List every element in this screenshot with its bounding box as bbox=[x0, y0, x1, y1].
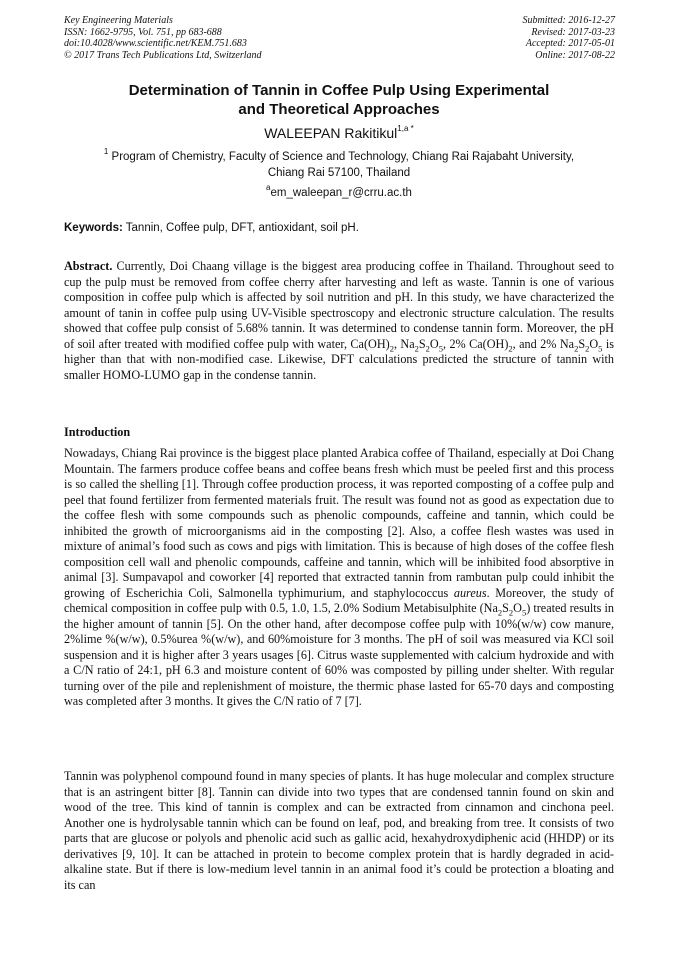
abstract-text: , 2% Ca(OH) bbox=[442, 336, 509, 351]
abstract-label: Abstract. bbox=[64, 259, 113, 273]
affiliation-superscript: 1 bbox=[103, 147, 109, 157]
submission-dates bbox=[523, 15, 616, 61]
intro-text: . Moreover, the study of chemical composition in coffee pulp with 0.5, 1.0, 1.5, 2.0% Sodium Metabisulphite (Na bbox=[64, 585, 614, 615]
abstract-text: is higher than that with non-modified case. Likewise, DFT calculations predicted the structure of tannin with smaller HOMO-LUMO gap in the condense tannin. bbox=[64, 336, 614, 382]
introduction-paragraph-1 bbox=[64, 446, 614, 710]
abstract-text: S bbox=[578, 336, 586, 351]
paper-title bbox=[64, 82, 614, 119]
title-line-1: Determination of Tannin in Coffee Pulp Using Experimental bbox=[128, 82, 550, 99]
subscript: 2 bbox=[425, 342, 430, 353]
abstract-text: , and 2% Na bbox=[512, 336, 575, 351]
keywords-label: Keywords: bbox=[64, 222, 123, 234]
affiliation-line-1: Program of Chemistry, Faculty of Science and Technology, Chiang Rai Rajabaht University, bbox=[108, 151, 575, 163]
intro-italic-text: aureus bbox=[453, 585, 487, 600]
journal-info bbox=[64, 15, 262, 61]
abstract-text: , Na bbox=[393, 336, 415, 351]
keywords-text: Tannin, Coffee pulp, DFT, antioxidant, soil pH. bbox=[122, 222, 359, 234]
email-superscript: a bbox=[266, 183, 271, 193]
affiliation bbox=[70, 147, 608, 181]
author bbox=[64, 124, 614, 142]
subscript: 2 bbox=[497, 607, 503, 618]
subscript: 2 bbox=[585, 342, 590, 353]
abstract-text: O bbox=[429, 336, 439, 351]
subscript: 5 bbox=[598, 342, 603, 353]
subscript: 5 bbox=[438, 342, 443, 353]
section-heading-introduction: Introduction bbox=[64, 425, 131, 439]
abstract-text: Currently, Doi Chaang village is the biggest area producing coffee in Thailand. Throughout seed to cup the pulp must be removed from coffee cherry after harvesting and left as waste. Tannin is one of various composition in coffee pulp which is affected by soil nutrition and pH. In this study, we have characterized the amount of tanin in coffee pulp using UV-Visible spectroscopy and electronic structure calculation. The results showed that coffee pulp consist of 5.68% tannin. It was determined to condense tannin form. Moreover, the pH of soil after treated with modified coffee pulp with water, Ca(OH) bbox=[64, 259, 614, 351]
intro-text: S bbox=[502, 601, 509, 615]
email-line bbox=[64, 183, 614, 200]
issn-line: ISSN: 1662-9795, Vol. 751, pp 683-688 bbox=[64, 26, 222, 38]
intro-text: Nowadays, Chiang Rai province is the biggest place planted Arabica coffee of Thailand, especially at Doi Chang Mountain. The farmers produce coffee beans and coffee beans fresh which must be peeled first and this process is so called the shelling [1]. Through coffee production process, it was reported composting of a coffee pulp and peel that found fertilizer from fermented materials fruit. The result was found not as good as expectation due to the coffee flesh with some compounds such as phenolic compounds, caffeine and tannin, which could be inhibited the growth of microorganisms aid in the composting [2]. Also, a coffee flesh wastes was used in mixture of animal’s food such as cows and pigs with limitation. This is because of high doses of the coffee flesh composition cell wall and phenolic compounds, caffeine and tannin, which will be inhibited food absorptive in animal [3]. Sumpavapol and coworker [4] reported that extracted tannin from rambutan pulp could inhibit the growing of Escherichia Coli, Salmonella typhimurium, and staphylococcus bbox=[64, 446, 614, 600]
abstract-text: O bbox=[589, 336, 599, 351]
abstract bbox=[64, 259, 614, 383]
email-address: em_waleepan_r@crru.ac.th bbox=[270, 187, 412, 199]
revised-date: Revised: 2017-03-23 bbox=[531, 26, 615, 38]
affiliation-line-2: Chiang Rai 57100, Thailand bbox=[267, 166, 411, 179]
subscript: 2 bbox=[508, 607, 514, 618]
author-superscript: 1,a * bbox=[397, 124, 414, 134]
submitted-date: Submitted: 2016-12-27 bbox=[522, 15, 615, 26]
introduction-paragraph-2: Tannin was polyphenol compound found in many species of plants. It has huge molecular and complex structure that is an astringent bitter [8]. Tannin can divide into two types that are condensed tannin found on skin and wood of the tree. This kind of tannin is complex and can be extracted from cinnamon and cinchona peel. Another one is hydrolysable tannin which can be found on leaf, pod, and breaking from tree. It consists of two parts that are glucose or polyols and phenolic acid such as gallic acid, hexahydroxydiphenic acid (HHDP) or its derivatives [9, 10]. It can be attached in protein to become complex protein that is hardly degraded in acid-alkaline state. But if there is low-medium level tannin in an animal food it’s could be protection a bloating and its can bbox=[64, 769, 614, 892]
subscript: 2 bbox=[389, 342, 394, 353]
doi-line: doi:10.4028/www.scientific.net/KEM.751.683 bbox=[64, 38, 247, 49]
keywords bbox=[64, 221, 614, 235]
intro-text: ) treated results in the higher amount of tannin [5]. On the other hand, after decompose coffee pulp with 10%(w/w) cow manure, 2%lime %(w/w), 0.5%urea %(w/w), and 60%moisture for 3 months. The pH of soil was measured via KCl soil suspension and it is higher after 3 years usages [6]. Citrus waste supplemented with calcium hydroxide and with a C/N ratio of 24:1, pH 6.3 and moisture content of 60% was composted by pilling under shelter. With regular turning over of the pile and replenishment of moisture, the thermic phase lasted for 65-70 days and composting was completed after 3 months. It gives the C/N ratio of 7 [7]. bbox=[64, 601, 614, 708]
title-line-2: and Theoretical Approaches bbox=[238, 100, 440, 118]
subscript: 2 bbox=[508, 342, 513, 353]
subscript: 2 bbox=[574, 342, 579, 353]
subscript: 2 bbox=[414, 342, 419, 353]
abstract-text: S bbox=[418, 336, 426, 351]
intro-text: O bbox=[513, 601, 522, 615]
copyright-line: © 2017 Trans Tech Publications Ltd, Switzerland bbox=[64, 49, 262, 61]
journal-name: Key Engineering Materials bbox=[64, 15, 173, 26]
accepted-date: Accepted: 2017-05-01 bbox=[525, 38, 615, 49]
subscript: 5 bbox=[521, 607, 527, 618]
online-date: Online: 2017-08-22 bbox=[535, 49, 615, 61]
author-name: WALEEPAN Rakitikul bbox=[264, 125, 398, 141]
